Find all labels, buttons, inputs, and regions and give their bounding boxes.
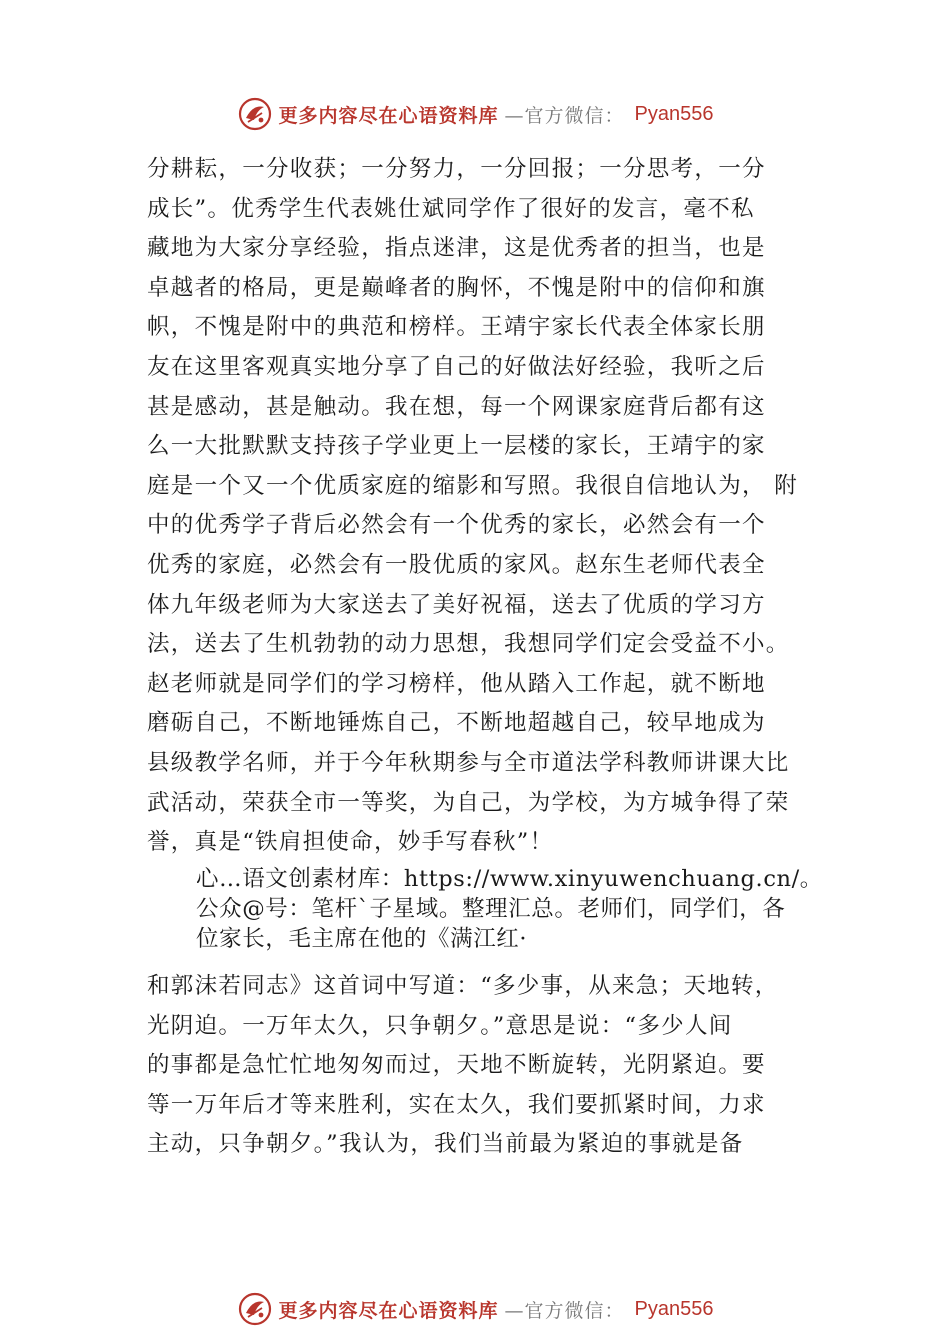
- text-line: 庭是一个又一个优质家庭的缩影和写照。我很自信地认为， 附: [147, 472, 799, 499]
- header-brand-text: 更多内容尽在心语资料库: [278, 104, 499, 127]
- text-line: 友在这里客观真实地分享了自己的好做法好经验，我听之后: [147, 353, 766, 380]
- text-line: 帜，不愧是附中的典范和榜样。王靖宇家长代表全体家长朋: [147, 314, 766, 341]
- footer-banner: [0, 1287, 950, 1331]
- text-line: 武活动，荣获全市一等奖，为自己，为学校，为方城争得了荣: [147, 789, 790, 816]
- text-line: 体九年级老师为大家送去了美好祝福，送去了优质的学习方: [147, 591, 766, 618]
- note-line: 公众@号：笔杆`子星域。整理汇总。老师们，同学们，各: [196, 896, 786, 922]
- text-line: 等一万年后才等来胜利，实在太久，我们要抓紧时间，力求: [147, 1091, 766, 1118]
- text-line: 么一大批默默支持孩子学业更上一层楼的家长，王靖宇的家: [147, 433, 766, 460]
- text-line: 中的优秀学子背后必然会有一个优秀的家长，必然会有一个: [147, 512, 766, 539]
- text-line: 卓越者的格局，更是巅峰者的胸怀，不愧是附中的信仰和旗: [147, 274, 766, 301]
- text-line: 磨砺自己，不断地锤炼自己，不断地超越自己，较早地成为: [147, 710, 766, 737]
- red-seal-logo-icon: [237, 96, 273, 132]
- text-line: 法，送去了生机勃勃的动力思想，我想同学们定会受益不小。: [147, 631, 790, 658]
- footer-wechat-id: Pyan556: [634, 1297, 714, 1320]
- text-line: 成长”。优秀学生代表姚仕斌同学作了很好的发言，毫不私: [147, 195, 755, 222]
- text-line: 藏地为大家分享经验，指点迷津，这是优秀者的担当，也是: [147, 235, 766, 262]
- source-note-block: [196, 864, 846, 954]
- text-line: 分耕耘，一分收获；一分努力，一分回报；一分思考，一分: [147, 156, 766, 182]
- note-line: 心…语文创素材库：https://www.xinyuwenchuang.cn/。: [196, 866, 823, 892]
- header-wechat-id: Pyan556: [634, 102, 714, 125]
- header-banner: [0, 92, 950, 136]
- text-line: 誉，真是“铁肩担使命，妙手写春秋”！: [147, 829, 554, 856]
- note-line: 位家长，毛主席在他的《满江红·: [196, 926, 528, 952]
- text-line: 光阴迫。一万年太久，只争朝夕。”意思是说：“多少人间: [147, 1012, 733, 1039]
- footer-separator-text: —官方微信：: [504, 1299, 625, 1322]
- text-line: 和郭沫若同志》这首词中写道：“多少事，从来急；天地转，: [147, 973, 779, 999]
- text-line: 赵老师就是同学们的学习榜样，他从踏入工作起，就不断地: [147, 670, 766, 697]
- text-line: 县级教学名师，并于今年秋期参与全市道法学科教师讲课大比: [147, 749, 790, 776]
- text-line: 主动，只争朝夕。”我认为，我们当前最为紧迫的事就是备: [147, 1131, 744, 1158]
- header-separator-text: —官方微信：: [504, 104, 625, 127]
- text-line: 甚是感动，甚是触动。我在想，每一个网课家庭背后都有这: [147, 393, 766, 420]
- continuation-paragraph: [147, 967, 837, 1165]
- text-line: 的事都是急忙忙地匆匆而过，天地不断旋转，光阴紧迫。要: [147, 1052, 766, 1079]
- text-line: 优秀的家庭，必然会有一股优质的家风。赵东生老师代表全: [147, 551, 766, 578]
- footer-brand-text: 更多内容尽在心语资料库: [278, 1299, 499, 1322]
- red-seal-logo-icon: [237, 1291, 273, 1327]
- main-paragraph: [147, 150, 837, 863]
